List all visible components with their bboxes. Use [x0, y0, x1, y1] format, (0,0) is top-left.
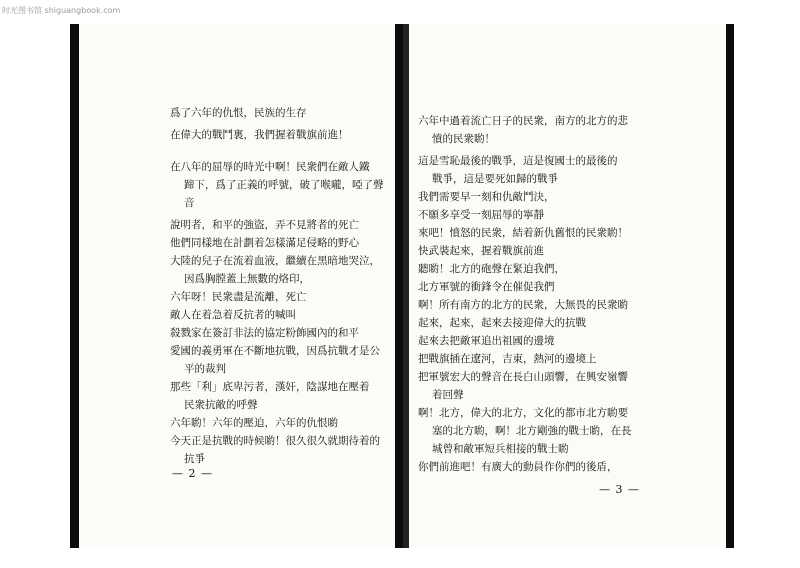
text-line: 敵人在着急着反抗者的喊叫 — [170, 309, 296, 321]
text-line: 民衆抗敵的呼聲 — [184, 399, 258, 411]
text-line: 音 — [184, 197, 195, 209]
text-line: 聽喲！北方的砲聲在緊迫我們， — [418, 263, 565, 275]
text-line: 北方軍號的衝鋒令在催促我們 — [418, 281, 555, 293]
text-line: 說明者，和平的強盜，弄不見將者的死亡 — [170, 219, 359, 231]
text-line: 起來去把敵軍追出祖國的邊境 — [418, 335, 555, 347]
text-line: 六年中過着流亡日子的民衆，南方的北方的悲 — [418, 115, 628, 127]
text-line: 他們同樣地在計劃着怎樣滿足侵略的野心 — [170, 237, 359, 249]
text-line: 那些「利」底卑污者，漢奸，陰謀地在壓着 — [170, 381, 370, 393]
text-line: 抗爭 — [184, 453, 205, 465]
text-line: 這是雪恥最後的戰爭，這是復國士的最後的 — [418, 155, 618, 167]
text-line: 城曾和敵軍短兵相接的戰士喲 — [432, 443, 569, 455]
right-page-text — [418, 112, 632, 476]
right-page-outer-shadow — [726, 24, 734, 548]
text-line: 平的裁判 — [184, 363, 226, 375]
text-line: 我們需要早一刻和仇敵鬥決， — [418, 191, 555, 203]
text-line: 你們前進吧！有廣大的動員作你們的後盾， — [418, 461, 618, 473]
text-line: 憤的民衆喲！ — [432, 133, 495, 145]
left-page-text — [170, 104, 384, 468]
text-line: 把戰旗插在遼河，吉東，熱河的邊境上 — [418, 353, 597, 365]
page-number-right: — 3 — — [599, 483, 640, 496]
text-line: 大陸的兒子在流着血液，繼續在黑暗地哭泣， — [170, 255, 380, 267]
text-line: 把軍號宏大的聲音在長白山頭響，在興安嶺響 — [418, 371, 628, 383]
text-line: 啊！北方，偉大的北方，文化的都市北方喲要 — [418, 407, 628, 419]
text-line: 今天正是抗戰的時候喲！很久很久就期待着的 — [170, 435, 380, 447]
book-gutter-shadow — [395, 24, 403, 548]
book-gutter-shadow-right — [403, 24, 409, 548]
text-line: 快武裝起來，握着戰旗前進 — [418, 245, 544, 257]
text-line: 不願多享受一刻屈辱的寧靜 — [418, 209, 544, 221]
text-line: 在八年的屈辱的時光中啊！民衆們在敵人鐵 — [170, 161, 370, 173]
watermark: 时光图书馆 shiguangbook.com — [2, 6, 121, 15]
left-page-outer-shadow — [70, 24, 79, 548]
text-line: 爲了六年的仇恨，民族的生存 — [170, 107, 307, 119]
text-line: 愛國的義勇軍在不斷地抗戰，因爲抗戰才是公 — [170, 345, 380, 357]
text-line: 着回聲 — [432, 389, 464, 401]
text-line: 因爲胸膛蓋上無數的烙印， — [184, 273, 310, 285]
text-line: 六年呀！民衆盡是流離，死亡 — [170, 291, 307, 303]
text-line: 來吧！憤怒的民衆，結着新仇舊恨的民衆喲！ — [418, 227, 628, 239]
text-line: 在偉大的戰鬥裏，我們握着戰旗前進！ — [170, 129, 349, 141]
text-line: 戰爭，這是要死如歸的戰爭 — [432, 173, 558, 185]
page-number-left: — 2 — — [172, 467, 213, 480]
text-line: 六年喲！六年的壓迫，六年的仇恨喲 — [170, 417, 338, 429]
text-line: 起來，起來，起來去接迎偉大的抗戰 — [418, 317, 586, 329]
text-line: 殺戮家在簽訂非法的協定粉飾國內的和平 — [170, 327, 359, 339]
text-line: 塞的北方喲，啊！北方剛強的戰士喲，在長 — [432, 425, 632, 437]
text-line: 啊！所有南方的北方的民衆，大無畏的民衆喲 — [418, 299, 628, 311]
text-line: 蹄下，爲了正義的呼號，破了喉嚨，啞了聲 — [184, 179, 384, 191]
